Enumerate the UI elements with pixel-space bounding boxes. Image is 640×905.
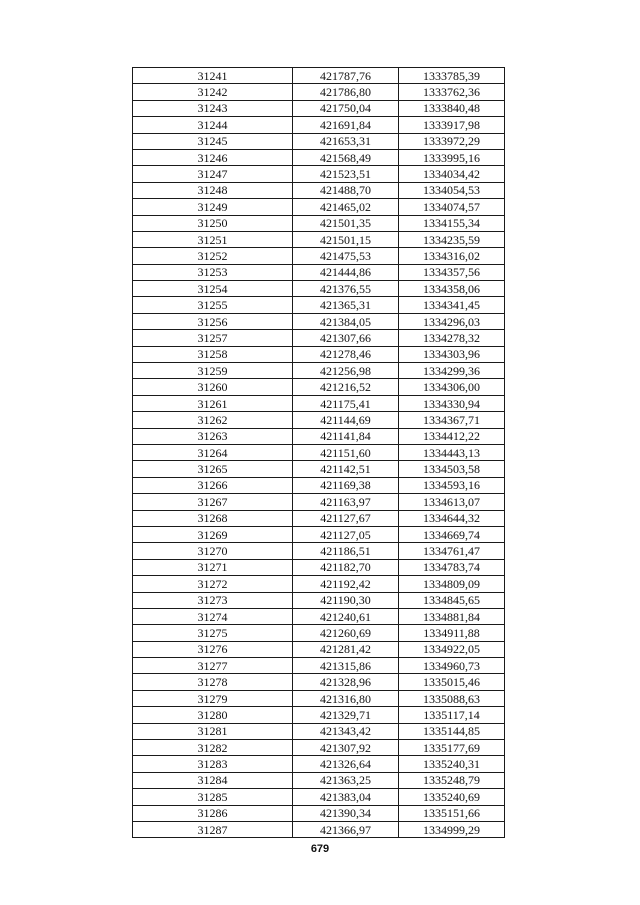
- table-row: [133, 313, 505, 329]
- point-number-cell: 31268: [133, 510, 293, 526]
- point-number-cell: 31253: [133, 264, 293, 280]
- point-number-cell: 31273: [133, 592, 293, 608]
- table-row: [133, 608, 505, 624]
- y-coordinate-cell: 1334960,73: [399, 658, 505, 674]
- point-number-cell: 31246: [133, 149, 293, 165]
- point-number-cell: 31267: [133, 494, 293, 510]
- point-number-cell: 31272: [133, 576, 293, 592]
- x-coordinate-cell: 421315,86: [293, 658, 399, 674]
- point-number-cell: 31250: [133, 215, 293, 231]
- x-coordinate-cell: 421316,80: [293, 690, 399, 706]
- y-coordinate-cell: 1334443,13: [399, 444, 505, 460]
- point-number-cell: 31287: [133, 821, 293, 837]
- x-coordinate-cell: 421501,15: [293, 231, 399, 247]
- table-row: [133, 510, 505, 526]
- table-row: [133, 592, 505, 608]
- y-coordinate-cell: 1333995,16: [399, 149, 505, 165]
- table-row: [133, 805, 505, 821]
- table-row: [133, 379, 505, 395]
- x-coordinate-cell: 421326,64: [293, 756, 399, 772]
- x-coordinate-cell: 421256,98: [293, 363, 399, 379]
- x-coordinate-cell: 421329,71: [293, 707, 399, 723]
- x-coordinate-cell: 421750,04: [293, 100, 399, 116]
- y-coordinate-cell: 1333972,29: [399, 133, 505, 149]
- x-coordinate-cell: 421182,70: [293, 559, 399, 575]
- y-coordinate-cell: 1334922,05: [399, 641, 505, 657]
- y-coordinate-cell: 1334613,07: [399, 494, 505, 510]
- point-number-cell: 31281: [133, 723, 293, 739]
- y-coordinate-cell: 1334341,45: [399, 297, 505, 313]
- y-coordinate-cell: 1334911,88: [399, 625, 505, 641]
- point-number-cell: 31274: [133, 608, 293, 624]
- table-row: [133, 149, 505, 165]
- table-row: [133, 395, 505, 411]
- table-row: [133, 330, 505, 346]
- table-row: [133, 166, 505, 182]
- point-number-cell: 31263: [133, 428, 293, 444]
- y-coordinate-cell: 1334845,65: [399, 592, 505, 608]
- x-coordinate-cell: 421169,38: [293, 477, 399, 493]
- point-number-cell: 31254: [133, 281, 293, 297]
- table-row: [133, 576, 505, 592]
- x-coordinate-cell: 421691,84: [293, 117, 399, 133]
- y-coordinate-cell: 1334278,32: [399, 330, 505, 346]
- x-coordinate-cell: 421192,42: [293, 576, 399, 592]
- y-coordinate-cell: 1334881,84: [399, 608, 505, 624]
- y-coordinate-cell: 1335177,69: [399, 740, 505, 756]
- table-row: [133, 477, 505, 493]
- table-row: [133, 428, 505, 444]
- x-coordinate-cell: 421653,31: [293, 133, 399, 149]
- y-coordinate-cell: 1333762,36: [399, 84, 505, 100]
- x-coordinate-cell: 421365,31: [293, 297, 399, 313]
- point-number-cell: 31285: [133, 789, 293, 805]
- y-coordinate-cell: 1334669,74: [399, 526, 505, 542]
- y-coordinate-cell: 1334761,47: [399, 543, 505, 559]
- point-number-cell: 31251: [133, 231, 293, 247]
- point-number-cell: 31271: [133, 559, 293, 575]
- table-row: [133, 68, 505, 84]
- y-coordinate-cell: 1334155,34: [399, 215, 505, 231]
- x-coordinate-cell: 421144,69: [293, 412, 399, 428]
- x-coordinate-cell: 421366,97: [293, 821, 399, 837]
- x-coordinate-cell: 421444,86: [293, 264, 399, 280]
- point-number-cell: 31259: [133, 363, 293, 379]
- x-coordinate-cell: 421281,42: [293, 641, 399, 657]
- y-coordinate-cell: 1334644,32: [399, 510, 505, 526]
- table-row: [133, 690, 505, 706]
- table-row: [133, 740, 505, 756]
- table-row: [133, 559, 505, 575]
- y-coordinate-cell: 1334074,57: [399, 199, 505, 215]
- x-coordinate-cell: 421186,51: [293, 543, 399, 559]
- x-coordinate-cell: 421307,66: [293, 330, 399, 346]
- y-coordinate-cell: 1335117,14: [399, 707, 505, 723]
- table-row: [133, 182, 505, 198]
- x-coordinate-cell: 421363,25: [293, 772, 399, 788]
- point-number-cell: 31242: [133, 84, 293, 100]
- x-coordinate-cell: 421216,52: [293, 379, 399, 395]
- y-coordinate-cell: 1334054,53: [399, 182, 505, 198]
- x-coordinate-cell: 421523,51: [293, 166, 399, 182]
- y-coordinate-cell: 1334412,22: [399, 428, 505, 444]
- y-coordinate-cell: 1333917,98: [399, 117, 505, 133]
- y-coordinate-cell: 1333785,39: [399, 68, 505, 84]
- y-coordinate-cell: 1334357,56: [399, 264, 505, 280]
- table-row: [133, 133, 505, 149]
- y-coordinate-cell: 1334358,06: [399, 281, 505, 297]
- point-number-cell: 31278: [133, 674, 293, 690]
- y-coordinate-cell: 1335248,79: [399, 772, 505, 788]
- y-coordinate-cell: 1334367,71: [399, 412, 505, 428]
- point-number-cell: 31280: [133, 707, 293, 723]
- point-number-cell: 31266: [133, 477, 293, 493]
- y-coordinate-cell: 1335240,31: [399, 756, 505, 772]
- y-coordinate-cell: 1334809,09: [399, 576, 505, 592]
- point-number-cell: 31279: [133, 690, 293, 706]
- x-coordinate-cell: 421127,05: [293, 526, 399, 542]
- point-number-cell: 31276: [133, 641, 293, 657]
- y-coordinate-cell: 1334034,42: [399, 166, 505, 182]
- point-number-cell: 31262: [133, 412, 293, 428]
- table-row: [133, 723, 505, 739]
- point-number-cell: 31252: [133, 248, 293, 264]
- point-number-cell: 31255: [133, 297, 293, 313]
- y-coordinate-cell: 1334330,94: [399, 395, 505, 411]
- table-row: [133, 346, 505, 362]
- table-row: [133, 674, 505, 690]
- x-coordinate-cell: 421501,35: [293, 215, 399, 231]
- table-row: [133, 412, 505, 428]
- table-row: [133, 444, 505, 460]
- x-coordinate-cell: 421141,84: [293, 428, 399, 444]
- table-row: [133, 625, 505, 641]
- x-coordinate-cell: 421383,04: [293, 789, 399, 805]
- table-row: [133, 658, 505, 674]
- point-number-cell: 31248: [133, 182, 293, 198]
- point-number-cell: 31241: [133, 68, 293, 84]
- table-row: [133, 117, 505, 133]
- table-row: [133, 821, 505, 837]
- x-coordinate-cell: 421786,80: [293, 84, 399, 100]
- x-coordinate-cell: 421307,92: [293, 740, 399, 756]
- table-row: [133, 215, 505, 231]
- table-row: [133, 772, 505, 788]
- point-number-cell: 31283: [133, 756, 293, 772]
- y-coordinate-cell: 1335015,46: [399, 674, 505, 690]
- point-number-cell: 31247: [133, 166, 293, 182]
- table-row: [133, 641, 505, 657]
- y-coordinate-cell: 1334235,59: [399, 231, 505, 247]
- point-number-cell: 31275: [133, 625, 293, 641]
- page-number: 679: [310, 843, 330, 855]
- point-number-cell: 31284: [133, 772, 293, 788]
- x-coordinate-cell: 421475,53: [293, 248, 399, 264]
- point-number-cell: 31261: [133, 395, 293, 411]
- y-coordinate-cell: 1334299,36: [399, 363, 505, 379]
- y-coordinate-cell: 1335240,69: [399, 789, 505, 805]
- point-number-cell: 31244: [133, 117, 293, 133]
- x-coordinate-cell: 421240,61: [293, 608, 399, 624]
- y-coordinate-cell: 1334503,58: [399, 461, 505, 477]
- x-coordinate-cell: 421376,55: [293, 281, 399, 297]
- table-row: [133, 248, 505, 264]
- point-number-cell: 31245: [133, 133, 293, 149]
- point-number-cell: 31258: [133, 346, 293, 362]
- point-number-cell: 31286: [133, 805, 293, 821]
- x-coordinate-cell: 421568,49: [293, 149, 399, 165]
- y-coordinate-cell: 1334306,00: [399, 379, 505, 395]
- table-row: [133, 461, 505, 477]
- table-row: [133, 281, 505, 297]
- coordinates-table: [132, 67, 505, 838]
- point-number-cell: 31260: [133, 379, 293, 395]
- y-coordinate-cell: 1334783,74: [399, 559, 505, 575]
- y-coordinate-cell: 1334316,02: [399, 248, 505, 264]
- point-number-cell: 31277: [133, 658, 293, 674]
- x-coordinate-cell: 421787,76: [293, 68, 399, 84]
- x-coordinate-cell: 421384,05: [293, 313, 399, 329]
- x-coordinate-cell: 421278,46: [293, 346, 399, 362]
- x-coordinate-cell: 421142,51: [293, 461, 399, 477]
- x-coordinate-cell: 421343,42: [293, 723, 399, 739]
- x-coordinate-cell: 421260,69: [293, 625, 399, 641]
- x-coordinate-cell: 421390,34: [293, 805, 399, 821]
- x-coordinate-cell: 421127,67: [293, 510, 399, 526]
- y-coordinate-cell: 1334296,03: [399, 313, 505, 329]
- y-coordinate-cell: 1334999,29: [399, 821, 505, 837]
- table-row: [133, 494, 505, 510]
- table-row: [133, 100, 505, 116]
- table-row: [133, 526, 505, 542]
- y-coordinate-cell: 1335088,63: [399, 690, 505, 706]
- point-number-cell: 31256: [133, 313, 293, 329]
- point-number-cell: 31270: [133, 543, 293, 559]
- x-coordinate-cell: 421328,96: [293, 674, 399, 690]
- point-number-cell: 31243: [133, 100, 293, 116]
- x-coordinate-cell: 421488,70: [293, 182, 399, 198]
- y-coordinate-cell: 1333840,48: [399, 100, 505, 116]
- y-coordinate-cell: 1334303,96: [399, 346, 505, 362]
- table-row: [133, 789, 505, 805]
- table-row: [133, 363, 505, 379]
- table-row: [133, 756, 505, 772]
- point-number-cell: 31249: [133, 199, 293, 215]
- x-coordinate-cell: 421151,60: [293, 444, 399, 460]
- point-number-cell: 31264: [133, 444, 293, 460]
- table-row: [133, 199, 505, 215]
- point-number-cell: 31265: [133, 461, 293, 477]
- x-coordinate-cell: 421190,30: [293, 592, 399, 608]
- y-coordinate-cell: 1334593,16: [399, 477, 505, 493]
- y-coordinate-cell: 1335151,66: [399, 805, 505, 821]
- table-row: [133, 264, 505, 280]
- table-row: [133, 84, 505, 100]
- point-number-cell: 31269: [133, 526, 293, 542]
- table-row: [133, 297, 505, 313]
- table-row: [133, 231, 505, 247]
- x-coordinate-cell: 421163,97: [293, 494, 399, 510]
- table-row: [133, 543, 505, 559]
- x-coordinate-cell: 421465,02: [293, 199, 399, 215]
- coordinates-table-body: [133, 68, 505, 838]
- y-coordinate-cell: 1335144,85: [399, 723, 505, 739]
- x-coordinate-cell: 421175,41: [293, 395, 399, 411]
- table-row: [133, 707, 505, 723]
- point-number-cell: 31257: [133, 330, 293, 346]
- point-number-cell: 31282: [133, 740, 293, 756]
